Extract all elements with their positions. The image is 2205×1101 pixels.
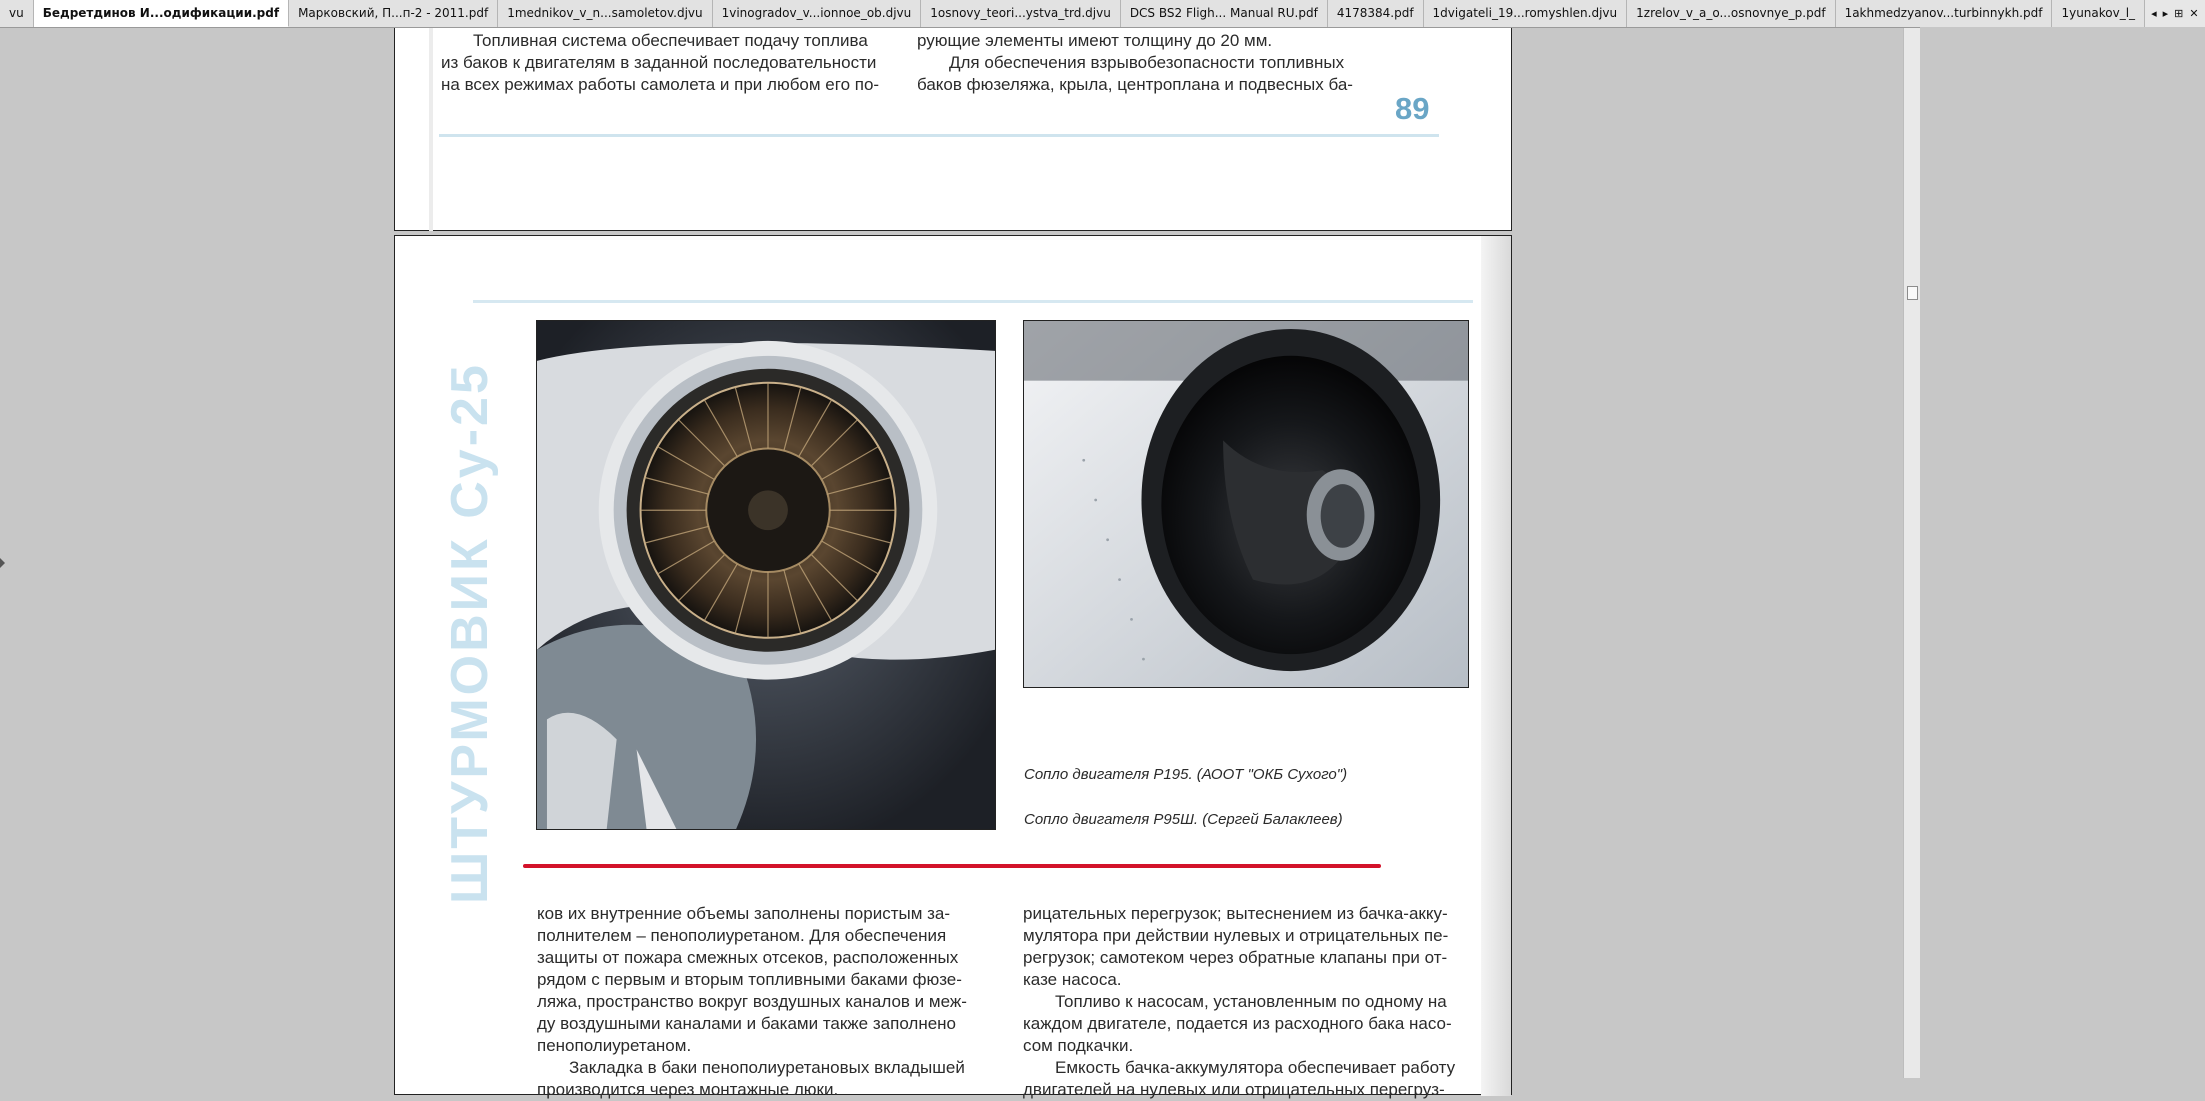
nozzle-photo-graphic <box>1024 321 1468 687</box>
document-page-89 <box>394 28 1512 231</box>
tab-document[interactable]: 1zrelov_v_a_o...osnovnye_p.pdf <box>1627 0 1835 27</box>
text-line: двигателей на нулевых или отрицательных перегруз- <box>1023 1080 1445 1099</box>
text-line: ляжа, пространство вокруг воздушных каналов и меж- <box>537 992 967 1011</box>
engine-nozzle-photo-right <box>1023 320 1469 688</box>
text-line: Емкость бачка-аккумулятора обеспечивает работу <box>1055 1058 1456 1077</box>
highlight-underline <box>523 864 1381 868</box>
tab-document[interactable]: 1dvigateli_19...romyshlen.djvu <box>1424 0 1628 27</box>
sidebar-toggle-icon[interactable] <box>0 558 5 568</box>
document-page-90 <box>394 235 1512 1099</box>
page-number: 89 <box>1395 91 1430 126</box>
document-viewer[interactable] <box>0 28 1920 1099</box>
tab-document[interactable]: DCS BS2 Fligh... Manual RU.pdf <box>1121 0 1328 27</box>
text-line: на всех режимах работы самолета и при любом его по- <box>441 75 880 94</box>
text-line: Для обеспечения взрывобезопасности топливных <box>949 53 1345 72</box>
text-column-left <box>441 30 901 96</box>
text-line: ду воздушными каналами и баками также заполнено <box>537 1014 956 1033</box>
scrollbar-thumb[interactable] <box>1907 286 1918 300</box>
text-line: каждом двигателе, подается из расходного бака насо- <box>1023 1014 1452 1033</box>
photo-caption-2: Сопло двигателя Р95Ш. (Сергей Балаклеев) <box>1024 811 1343 828</box>
tab-document[interactable]: 1vinogradov_v...ionnoe_ob.djvu <box>713 0 922 27</box>
tab-document[interactable]: vu <box>0 0 34 27</box>
text-line: Топливо к насосам, установленным по одному на <box>1055 992 1447 1011</box>
tab-scroll-right-icon[interactable]: ▸ <box>2162 8 2169 20</box>
text-column-right <box>917 30 1397 96</box>
tab-document[interactable]: 1akhmedzyanov...turbinnykh.pdf <box>1836 0 2053 27</box>
text-line: рядом с первым и вторым топливными баками фюзе- <box>537 970 962 989</box>
text-line: казе насоса. <box>1023 970 1122 989</box>
tab-document[interactable]: 4178384.pdf <box>1328 0 1424 27</box>
text-line: из баков к двигателям в заданной последовательности <box>441 53 877 72</box>
tab-controls <box>2145 0 2205 27</box>
text-line: рующие элементы имеют толщину до 20 мм. <box>917 31 1273 50</box>
tab-scroll-left-icon[interactable]: ◂ <box>2151 8 2157 20</box>
text-line: ков их внутренние объемы заполнены пористым за- <box>537 904 951 923</box>
text-column-left <box>537 903 1007 1101</box>
text-line: Топливная система обеспечивает подачу топлива <box>473 31 868 50</box>
text-line: баков фюзеляжа, крыла, центроплана и подвесных ба- <box>917 75 1353 94</box>
tab-document[interactable]: Марковский, П...п-2 - 2011.pdf <box>289 0 498 27</box>
tab-list-icon[interactable]: ⊞ <box>2174 8 2184 20</box>
text-line: мулятора при действии нулевых и отрицательных пе- <box>1023 926 1449 945</box>
close-tab-icon[interactable]: ✕ <box>2189 8 2199 20</box>
engine-nozzle-photo-left <box>536 320 996 830</box>
text-line: пенополиуретаном. <box>537 1036 692 1055</box>
page-edge-shadow <box>1481 236 1511 1096</box>
tab-document[interactable]: 1osnovy_teori...ystva_trd.djvu <box>921 0 1121 27</box>
text-line: рицательных перегрузок; вытеснением из бачка-акку- <box>1023 904 1448 923</box>
text-column-right <box>1023 903 1483 1101</box>
header-rule <box>473 300 1473 303</box>
text-line: производится через монтажные люки. <box>537 1080 839 1099</box>
text-line: Закладка в баки пенополиуретановых вкладышей <box>569 1058 965 1077</box>
text-line: регрузок; самотеком через обратные клапаны при от- <box>1023 948 1448 967</box>
text-line: полнителем – пенополиуретаном. Для обеспечения <box>537 926 947 945</box>
vertical-scrollbar[interactable] <box>1903 28 1920 1078</box>
document-tab-bar <box>0 0 2199 28</box>
page-gutter <box>429 28 433 231</box>
text-line: сом подкачки. <box>1023 1036 1134 1055</box>
tab-list <box>0 0 2145 27</box>
tab-document[interactable]: 1mednikov_v_n...samoletov.djvu <box>498 0 712 27</box>
photo-caption-1: Сопло двигателя Р195. (АООТ "ОКБ Сухого") <box>1024 766 1348 783</box>
footer-rule <box>439 134 1439 137</box>
tab-document[interactable]: 1yunakov_l_ <box>2052 0 2145 27</box>
text-line: защиты от пожара смежных отсеков, расположенных <box>537 948 959 967</box>
engine-photo-graphic <box>537 321 995 829</box>
tab-document-active[interactable]: Бедретдинов И...одификации.pdf <box>34 0 289 27</box>
vertical-section-title: ШТУРМОВИК Су-25 <box>441 362 499 904</box>
